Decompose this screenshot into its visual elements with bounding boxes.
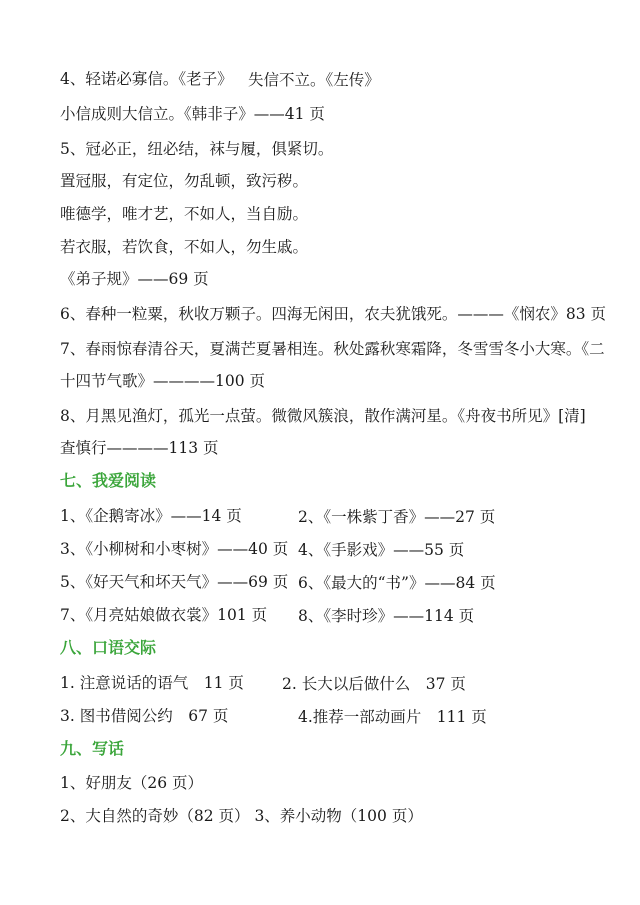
section-heading-reading: 七、我爱阅读 xyxy=(60,471,157,490)
oral-item: 3. 图书借阅公约 67 页 xyxy=(60,707,229,725)
writing-item: 1、好朋友（26 页） xyxy=(60,774,204,792)
poem-line: 小信成则大信立。《韩非子》——41 页 xyxy=(60,105,325,123)
reading-item: 2、《一株紫丁香》——27 页 xyxy=(298,508,496,526)
reading-item: 6、《最大的“书”》——84 页 xyxy=(298,574,496,592)
oral-item: 2. 长大以后做什么 37 页 xyxy=(282,675,466,693)
poem-line: 查慎行————113 页 xyxy=(60,439,219,457)
oral-item: 1. 注意说话的语气 11 页 xyxy=(60,674,244,692)
poem-line: 唯德学，唯才艺，不如人，当自励。 xyxy=(60,205,309,223)
poem-line: 置冠服，有定位，勿乱顿，致污秽。 xyxy=(60,172,309,190)
poem-line-part: 失信不立。《左传》 xyxy=(248,71,380,89)
poem-line: 《弟子规》——69 页 xyxy=(60,270,209,288)
reading-item: 4、《手影戏》——55 页 xyxy=(298,541,465,559)
oral-item: 4.推荐一部动画片 111 页 xyxy=(298,708,487,726)
section-heading-writing: 九、写话 xyxy=(60,739,125,758)
reading-item: 1、《企鹅寄冰》——14 页 xyxy=(60,507,242,525)
poem-line: 若衣服，若饮食，不如人，勿生戚。 xyxy=(60,238,309,256)
section-heading-oral: 八、口语交际 xyxy=(60,638,157,657)
poem-line: 5、冠必正，纽必结，袜与履，俱紧切。 xyxy=(60,140,334,158)
reading-item: 8、《李时珍》——114 页 xyxy=(298,607,475,625)
reading-item: 5、《好天气和坏天气》——69 页 xyxy=(60,573,289,591)
reading-item: 7、《月亮姑娘做衣裳》101 页 xyxy=(60,606,268,624)
poem-line: 4、轻诺必寡信。《老子》 xyxy=(60,70,233,88)
writing-item: 2、大自然的奇妙（82 页） 3、养小动物（100 页） xyxy=(60,807,423,825)
poem-line: 6、春种一粒粟，秋收万颗子。四海无闲田，农夫犹饿死。———《悯农》83 页 xyxy=(60,305,607,323)
poem-line: 7、春雨惊春清谷天，夏满芒夏暑相连。秋处露秋寒霜降，冬雪雪冬小大寒。《二 xyxy=(60,340,605,358)
reading-item: 3、《小柳树和小枣树》——40 页 xyxy=(60,540,289,558)
poem-line: 8、月黑见渔灯，孤光一点萤。微微风簇浪，散作满河星。《舟夜书所见》[清] xyxy=(60,407,586,425)
poem-line: 十四节气歌》————100 页 xyxy=(60,372,266,390)
